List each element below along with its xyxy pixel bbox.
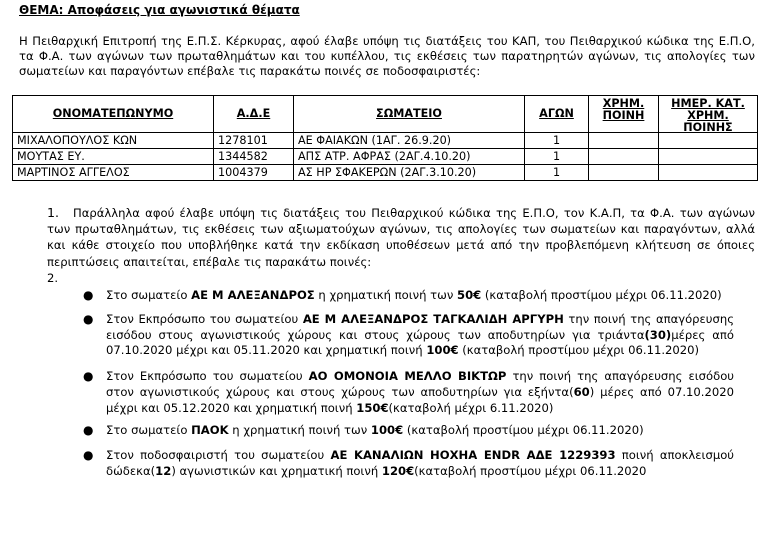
decision-text: Στο σωματείο [106, 422, 192, 437]
decision-days: 60 [573, 384, 590, 399]
cell-games: 1 [525, 165, 589, 181]
decision-text: (καταβολή προστίμου μέχρι 06.11.2020) [481, 288, 722, 302]
cell-name: ΜΙΧΑΛΟΠΟΥΛΟΣ ΚΩΝ [13, 133, 214, 149]
decision-text: (καταβολή προστίμου μέχρι 06.11.2020) [458, 343, 700, 358]
cell-club: ΑΣ ΗΡ ΣΦΑΚΕΡΩΝ (2ΑΓ.3.10.20) [294, 165, 525, 181]
decision-text: ) αγωνιστικών και χρηματική ποινή [171, 464, 382, 479]
header-fine-date-text: ΗΜΕΡ. ΚΑΤ. ΧΡΗΜ. ΠΟΙΝΗΣ [671, 98, 745, 132]
header-fine-text: ΧΡΗΜ. ΠΟΙΝΗ [602, 98, 645, 122]
decision-club: ΑΕ ΚΑΝΑΛΙΩΝ ΗΟΧΗΑ ENDR ΑΔΕ 1229393 [330, 448, 616, 463]
cell-ade: 1004379 [214, 165, 294, 181]
cell-name: ΜΟΥΤΑΣ ΕΥ. [13, 149, 214, 165]
decision-amount: 120€ [381, 464, 415, 479]
paragraph-number-2: 2. [47, 271, 59, 285]
decision-text: μέρες από 07.10.2020 μέχρι και 05.11.2020 και χρηματική ποινή [106, 327, 734, 358]
decision-amount: 100€ [426, 343, 459, 358]
cell-fine-date [659, 149, 758, 165]
decision-amount: 100€ [370, 422, 404, 437]
list-item [80, 423, 734, 439]
decision-days: (30) [644, 327, 672, 342]
cell-club: ΑΠΣ ΑΤΡ. ΑΦΡΑΣ (2ΑΓ.4.10.20) [294, 149, 525, 165]
header-name: ΟΝΟΜΑΤΕΠΩΝΥΜΟ [13, 96, 214, 133]
cell-fine-date [659, 165, 758, 181]
decisions-paragraph [47, 205, 755, 270]
decision-text: (καταβολή προστίμου μέχρι 06.11.2020) [403, 422, 644, 437]
decision-club: ΑΟ ΟΜΟΝΟΙΑ ΜΕΛΛΟ ΒΙΚΤΩΡ [308, 369, 507, 384]
cell-ade: 1278101 [214, 133, 294, 149]
table-header-row [13, 96, 758, 133]
cell-fine [589, 165, 659, 181]
player-penalties-table [12, 95, 758, 181]
cell-club: ΑΕ ΦΑΙΑΚΩΝ (1ΑΓ. 26.9.20) [294, 133, 525, 149]
bullet-icon: ● [83, 288, 94, 302]
decision-amount: 150€ [356, 400, 389, 415]
decision-text: την ποινή της απαγόρευσης εισόδου στον αγωνιστικούς χώρους και στους χώρους των αποδυτηρίων για εξήντα( [106, 369, 734, 399]
decision-text: Στον ποδοσφαιριστή του σωματείου [106, 448, 331, 463]
cell-games: 1 [525, 149, 589, 165]
decision-text: η χρηματική ποινή των [228, 422, 371, 437]
bullet-icon: ● [83, 448, 94, 463]
document-title: ΘΕΜΑ: Αποφάσεις για αγωνιστικά θέματα [19, 3, 300, 17]
decisions-list [80, 288, 734, 480]
decision-text: Στον Εκπρόσωπο του σωματείου [106, 369, 309, 384]
cell-fine [589, 149, 659, 165]
header-fine [589, 96, 659, 133]
decision-text: την ποινή της απαγόρευσης εισόδου στους αγωνιστικούς χώρους και στους χώρους των αποδυτηρίων για τριάντα [106, 311, 734, 342]
table-row [13, 133, 758, 149]
decision-text: ποινή αποκλεισμού δώδεκα( [106, 448, 734, 479]
header-ade: Α.Δ.Ε [214, 96, 294, 133]
decision-text: (καταβολή προστίμου μέχρι 06.11.2020 [414, 464, 647, 479]
paragraph-text: Παράλληλα αφού έλαβε υπόψη τις διατάξεις του Πειθαρχικού κώδικα της Ε.Π.Ο, τον Κ.Α.Π, τα Φ.Α. των αγώνων των πρωταθλημάτων, τις εκθέσεις των αξιωματούχων αγώνων, τις απολογίες των σωματείων και παραγόντων, αλλά και κάθε στοιχείο που υποβλήθηκε κατά την εκδίκαση υποθέσεων μετά από την προβλεπόμενη κλήτευση σε όποιες περιπτώσεις απαιτείται, επέβαλε τις παρακάτω ποινές: [47, 206, 755, 269]
decision-text: (καταβολή μέχρι 6.11.2020) [388, 400, 554, 415]
decision-amount: 50€ [457, 288, 482, 302]
decision-club: ΠΑΟΚ [191, 422, 229, 437]
decision-matches: 12 [155, 464, 172, 479]
cell-ade: 1344582 [214, 149, 294, 165]
decision-club: ΑΕ Μ ΑΛΕΞΑΝΔΡΟΣ ΤΑΓΚΑΛΙΔΗ ΑΡΓΥΡΗ [302, 311, 564, 326]
intro-paragraph: Η Πειθαρχική Επιτροπή της Ε.Π.Σ. Κέρκυρας, αφού έλαβε υπόψη τις διατάξεις του ΚΑΠ, του Πειθαρχικού κώδικα της Ε.Π.Ο, τα Φ.Α. των αγώνων των πρωταθλημάτων και του κυπέλλου, τις εκθέσεις των παρατηρητών αγώνων, τις απολογίες των σωματείων και παραγόντων επέβαλε τις παρακάτω ποινές σε ποδοσφαιριστές: [19, 34, 755, 78]
list-item [80, 288, 734, 304]
decision-text: ) μέρες από 07.10.2020 μέχρι και 05.12.2020 και χρηματική ποινή [106, 384, 734, 415]
cell-fine [589, 133, 659, 149]
table-row [13, 149, 758, 165]
bullet-icon: ● [83, 422, 94, 437]
cell-name: ΜΑΡΤΙΝΟΣ ΑΓΓΕΛΟΣ [13, 165, 214, 181]
decision-text: Στο σωματείο [106, 288, 192, 302]
header-games: ΑΓΩΝ [525, 96, 589, 133]
decision-text: η χρηματική ποινή των [314, 288, 458, 302]
decision-text: Στον Εκπρόσωπο του σωματείου [106, 311, 303, 326]
paragraph-number: 1. [47, 205, 60, 220]
bullet-icon: ● [83, 311, 94, 326]
list-item [80, 369, 734, 416]
decision-club: ΑΕ Μ ΑΛΕΞΑΝΔΡΟΣ [191, 288, 315, 302]
header-club: ΣΩΜΑΤΕΙΟ [294, 96, 525, 133]
list-item [80, 312, 734, 359]
list-item [80, 448, 734, 480]
table-row [13, 165, 758, 181]
header-fine-date [659, 96, 758, 133]
bullet-icon: ● [83, 369, 94, 384]
cell-games: 1 [525, 133, 589, 149]
cell-fine-date [659, 133, 758, 149]
